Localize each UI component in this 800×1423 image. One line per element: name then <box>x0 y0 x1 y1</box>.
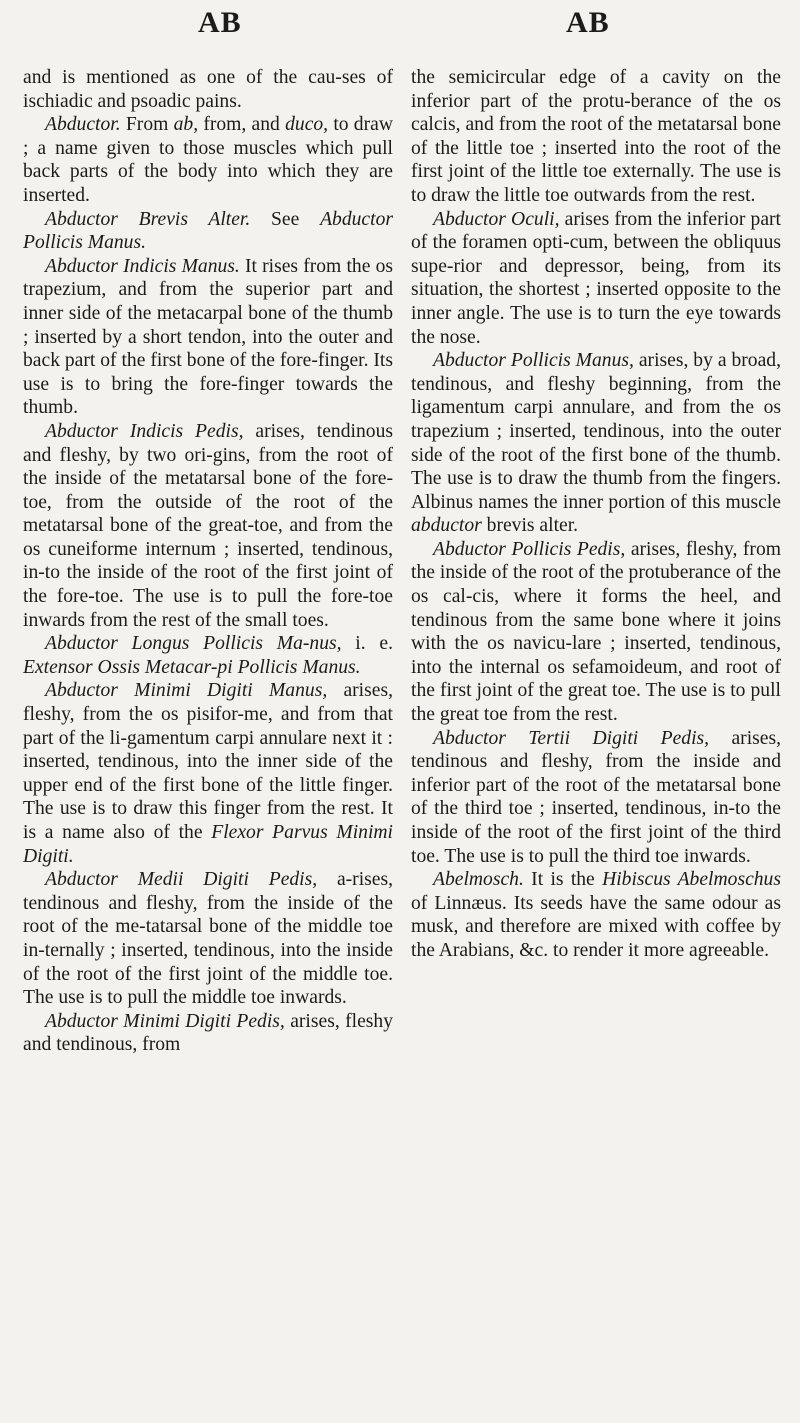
dictionary-entry <box>23 679 393 868</box>
header-right-guide-word: AB <box>566 6 610 39</box>
dictionary-entry <box>411 349 781 538</box>
entry-term: duco, <box>285 114 329 136</box>
dictionary-entry <box>23 255 393 420</box>
entry-text: arises, tendinous and fleshy, by two ori-gins, from the root of the inside of the metatarsal bone of the fore-toe, from the outside of the root of the metatarsal bone of the great-toe, and from the os cuneiforme internum ; inserted, tendinous, in-to the inside of the root of the first joint of the fore-toe. The use is to pull the fore-toe inwards from the rest of the small toes. <box>23 420 393 631</box>
dictionary-entry <box>411 208 781 350</box>
entry-term: Abductor Brevis Alter. <box>45 208 251 230</box>
dictionary-entry <box>23 1010 393 1057</box>
header-left-guide-word: AB <box>198 6 242 39</box>
entry-text: arises, fleshy, from the os pisifor-me, and from that part of the li-gamentum carpi annulare next it : inserted, tendinous, into the inner side of the upper end of the first bone of the little finger. The use is to draw this finger from the rest. It is a name also of the <box>23 680 393 843</box>
entry-text: arises, fleshy and tendinous, from <box>23 1010 393 1056</box>
entry-term: Extensor Ossis Metacar-pi Pollicis Manus. <box>23 656 361 678</box>
entry-text: of Linnæus. Its seeds have the same odour as musk, and therefore are mixed with coffee by the Arabians, &c. to render it more agreeable. <box>411 892 781 961</box>
entry-text: It rises from the os trapezium, and from the superior part and inner side of the metacarpal bone of the thumb ; inserted by a short tendon, into the outer and back part of the first bone of the fore-finger. Its use is to bring the fore-finger towards the thumb. <box>23 255 393 419</box>
entry-term: Abductor Tertii Digiti Pedis, <box>433 727 710 749</box>
entry-text: brevis alter. <box>481 515 579 537</box>
entry-term: Abductor Pollicis Manus, <box>433 350 634 372</box>
dictionary-entry <box>23 868 393 1010</box>
dictionary-entry <box>23 113 393 207</box>
entry-term: Abductor. <box>45 114 121 136</box>
entry-term: Flexor Parvus Minimi Digiti. <box>23 822 393 867</box>
entry-term: Abductor Longus Pollicis Ma-nus, <box>45 633 342 655</box>
entry-text: from, and <box>198 114 286 136</box>
entry-term: Abelmosch. <box>433 869 524 891</box>
dictionary-entry <box>411 727 781 869</box>
entry-term: Abductor Indicis Pedis, <box>45 420 244 442</box>
entry-term: abductor <box>411 515 482 537</box>
dictionary-entry <box>23 208 393 255</box>
entry-text: i. e. <box>341 633 394 655</box>
entry-text: From <box>120 114 174 136</box>
entry-term: Abductor Oculi, <box>433 208 560 230</box>
entry-term: ab, <box>173 114 199 136</box>
entry-text: the semicircular edge of a cavity on the inferior part of the protu-berance of the os calcis, and from the root of the metatarsal bone of the little toe ; inserted into the root of the first joint of the little toe externally. The use is to draw the little toe outwards from the rest. <box>411 67 781 206</box>
entry-term: Abductor Pollicis Pedis, <box>433 538 626 560</box>
entry-term: Abductor Indicis Manus. <box>45 255 240 277</box>
entry-text: It is the <box>523 869 603 891</box>
entry-term: Abductor Minimi Digiti Pedis, <box>45 1010 285 1032</box>
entry-term: Abductor Pollicis Manus. <box>23 208 393 254</box>
entry-text: arises from the inferior part of the foramen opti-cum, between the obliquus supe-rior and depressor, being, from its situation, the shortest ; inserted opposite to the inner angle. The use is to turn the eye towards the nose. <box>411 208 781 348</box>
entry-text: arises, fleshy, from the inside of the root of the protuberance of the os cal-cis, where it forms the heel, and tendinous from the same bone where it joins with the os navicu-lare ; inserted, tendinous, into the internal os sefamoideum, and root of the first joint of the great toe. The use is to pull the great toe from the rest. <box>411 538 781 726</box>
running-header <box>0 6 800 46</box>
right-text-column <box>411 66 781 963</box>
continued-paragraph <box>411 66 781 208</box>
entry-term: Hibiscus Abelmoschus <box>602 869 781 891</box>
dictionary-entry <box>411 538 781 727</box>
entry-text: a-rises, tendinous and fleshy, from the inside of the root of the me-tatarsal bone of the middle toe in-ternally ; inserted, tendinous, into the inside of the root of the first joint of the middle toe. The use is to pull the middle toe inwards. <box>23 869 393 1009</box>
continued-paragraph <box>23 66 393 113</box>
entry-text: See <box>250 208 321 230</box>
entry-text: arises, by a broad, tendinous, and fleshy beginning, from the ligamentum carpi annulare, and from the os trapezium ; inserted, tendinous, into the outer side of the root of the first bone of the thumb. The use is to draw the thumb from the fingers. Albinus names the inner portion of this muscle <box>411 350 781 513</box>
entry-text: arises, tendinous and fleshy, from the inside and inferior part of the root of the metatarsal bone of the third toe ; inserted, tendinous, in-to the inside of the root of the first joint of the third toe. The use is to pull the third toe inwards. <box>411 727 781 867</box>
dictionary-entry <box>411 868 781 962</box>
entry-text: and is mentioned as one of the cau-ses of ischiadic and psoadic pains. <box>23 67 393 112</box>
left-text-column <box>23 66 393 1057</box>
dictionary-entry <box>23 420 393 632</box>
entry-term: Abductor Minimi Digiti Manus, <box>45 680 328 702</box>
dictionary-entry <box>23 632 393 679</box>
entry-term: Abductor Medii Digiti Pedis, <box>45 869 318 891</box>
entry-text: to draw ; a name given to those muscles which pull back parts of the body into which they are inserted. <box>23 114 393 206</box>
